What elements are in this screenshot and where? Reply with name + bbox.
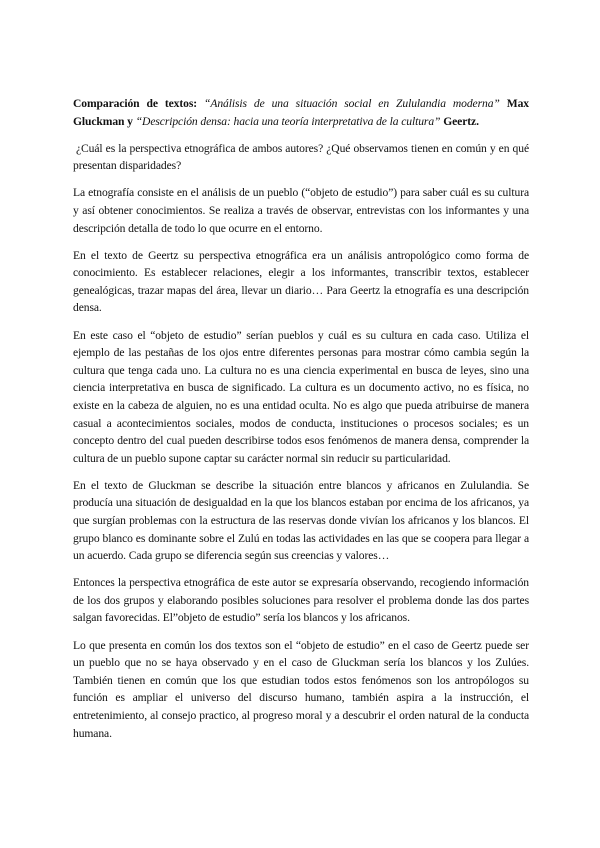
body-paragraph-6: Lo que presenta en común los dos textos son el “objeto de estudio” en el caso de Geertz puede ser un pueblo que no se haya observado y en el caso de Gluckman sería los blancos y los Zulúes. También tienen en común que los que estudian todos estos fenómenos son los antropólogos su función es ampliar el universo del discurso humano, también aspira a la instrucción, el entretenimiento, al consejo practico, al progreso moral y a descubrir el orden natural de la conducta humana. <box>73 638 529 740</box>
heading-title-2: “Descripción densa: hacia una teoría interpretativa de la cultura” <box>135 114 441 128</box>
body-paragraph-4: En el texto de Gluckman se describe la situación entre blancos y africanos en Zululandia. Se producía una situación de desigualdad en la que los blancos estaban por encima de los africanos, ya que surgían problemas con la estructura de las reservas donde vivían los africanos y los blancos. El grupo blanco es dominante sobre el Zulú en todas las actividades en las que se coopera para llegar a un acuerdo. Cada grupo se diferencia según sus creencias y valores… <box>73 478 529 563</box>
document-page <box>73 95 529 752</box>
body-paragraph-1: La etnografía consiste en el análisis de un pueblo (“objeto de estudio”) para saber cuál es su cultura y así obtener conocimientos. Se realiza a través de observar, entrevistas con los informantes y una descripción detalla de todo lo que ocurre en el entorno. <box>73 186 529 235</box>
question-text: ¿Cuál es la perspectiva etnográfica de ambos autores? ¿Qué observamos tienen en común y en qué presentan disparidades? <box>73 141 529 173</box>
heading-author-2: Geertz. <box>443 114 479 128</box>
document-heading <box>73 95 529 130</box>
heading-author-1: Max Gluckman y <box>73 97 529 128</box>
heading-title-1: “Análisis de una situación social en Zululandia moderna” <box>204 97 500 110</box>
body-paragraph-2: En el texto de Geertz su perspectiva etnográfica era un análisis antropológico como forma de conocimiento. Es establecer relaciones, elegir a los informantes, transcribir textos, establecer genealógicas, trazar mapas del área, llevar un diario… Para Geertz la etnografía es una descripción densa. <box>73 248 529 315</box>
heading-prefix: Comparación de textos: <box>73 97 198 110</box>
body-paragraph-5: Entonces la perspectiva etnográfica de este autor se expresaría observando, recogiendo información de los dos grupos y elaborando posibles soluciones para resolver el problema donde las dos partes salgan favorecidas. El”objeto de estudio” sería los blancos y los africanos. <box>73 576 529 625</box>
question-paragraph <box>73 140 529 175</box>
body-paragraph-3: En este caso el “objeto de estudio” serían pueblos y cuál es su cultura en cada caso. Utiliza el ejemplo de las pestañas de los ojos entre diferentes personas para mostrar cómo cambia según la cultura que tenga cada uno. La cultura no es una ciencia experimental en busca de leyes, sino una ciencia interpretativa en busca de significado. La cultura es un documento activo, no es física, no existe en la cabeza de alguien, no es una entidad oculta. No es algo que pueda atribuirse de manera casual a acontecimientos sociales, modos de conducta, instituciones o procesos sociales; es un concepto dentro del cual pueden describirse todos esos fenómenos de manera densa, comprender la cultura de un pueblo supone captar su carácter normal sin reducir su particularidad. <box>73 328 529 465</box>
